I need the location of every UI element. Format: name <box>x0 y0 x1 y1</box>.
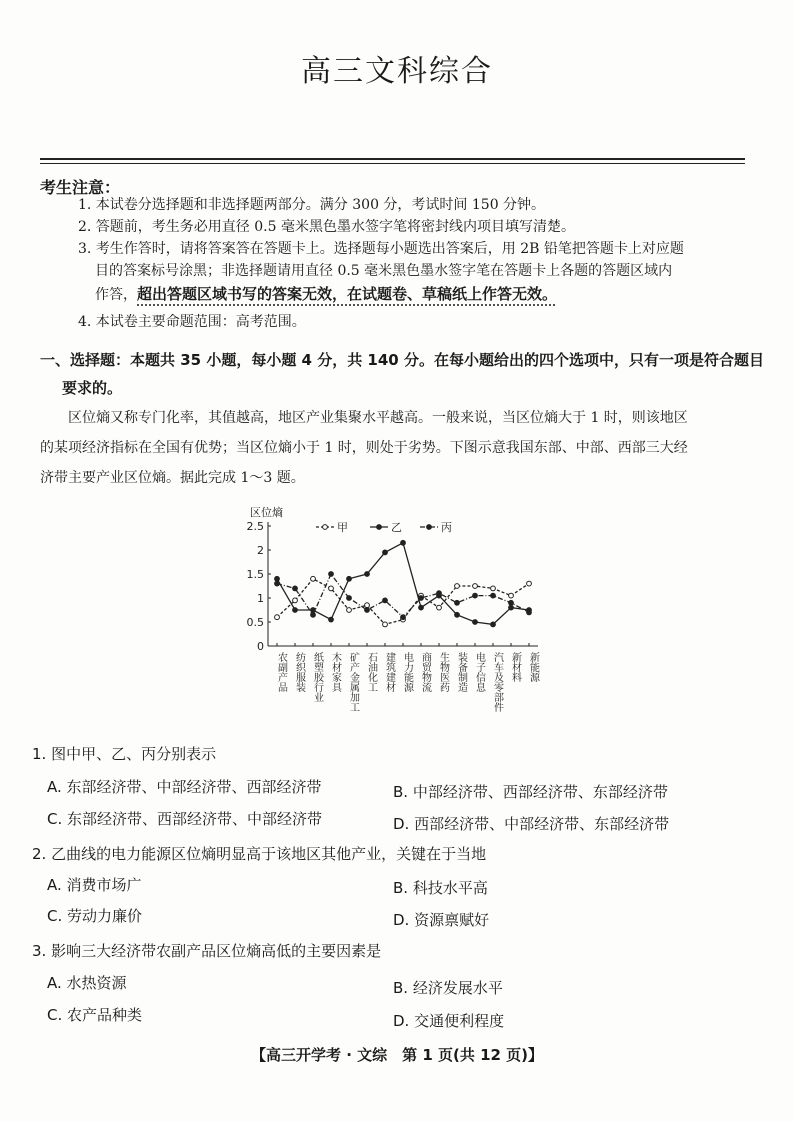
x-tick-label: 木材家具 <box>329 652 341 692</box>
y-tick-label: 0.5 <box>246 616 264 629</box>
legend-marker <box>323 525 328 530</box>
legend-marker <box>427 525 432 530</box>
divider <box>40 158 745 160</box>
y-axis-label: 区位熵 <box>250 506 283 519</box>
data-point <box>455 600 460 605</box>
x-tick-label: 汽车及零部件 <box>491 652 503 712</box>
x-tick-label: 电力能源 <box>401 652 413 692</box>
data-point <box>509 593 514 598</box>
notice-item: 4. 本试卷主要命题范围：高考范围。 <box>78 314 306 330</box>
legend-label: 甲 <box>337 521 348 534</box>
x-tick-label: 电子信息 <box>473 652 485 692</box>
data-point <box>275 576 280 581</box>
passage-line: 济带主要产业区位熵。据此完成 1～3 题。 <box>40 470 305 486</box>
option: B. 经济发展水平 <box>393 979 503 997</box>
notice-item: 3. 考生作答时，请将答案答在答题卡上。选择题每小题选出答案后，用 2B 铅笔把答题卡上对应题 <box>78 241 684 257</box>
data-point <box>509 600 514 605</box>
data-point <box>293 608 298 613</box>
data-point <box>437 591 442 596</box>
data-point <box>329 586 334 591</box>
data-point <box>455 584 460 589</box>
notice-item: 1. 本试卷分选择题和非选择题两部分。满分 300 分，考试时间 150 分钟。 <box>78 197 546 213</box>
option: D. 西部经济带、中部经济带、东部经济带 <box>393 815 670 833</box>
data-point <box>527 610 532 615</box>
y-tick-label: 1 <box>257 592 264 605</box>
data-point <box>383 622 388 627</box>
legend-label: 乙 <box>391 521 402 534</box>
divider <box>40 163 745 164</box>
option: A. 消费市场广 <box>47 876 142 894</box>
data-point <box>383 598 388 603</box>
x-tick-label: 矿产金属加工 <box>347 652 359 712</box>
data-point <box>311 576 316 581</box>
passage-line: 的某项经济指标在全国有优势；当区位熵小于 1 时，则处于劣势。下图示意我国东部、中部、西部三大经 <box>40 440 688 456</box>
question-stem: 2. 乙曲线的电力能源区位熵明显高于该地区其他产业，关键在于当地 <box>32 845 487 863</box>
data-point <box>527 581 532 586</box>
page-footer: 【高三开学考 · 文综 第 1 页(共 12 页)】 <box>250 1046 544 1064</box>
data-point <box>491 622 496 627</box>
y-tick-label: 2 <box>257 544 264 557</box>
data-point <box>437 605 442 610</box>
option: D. 资源禀赋好 <box>393 911 490 929</box>
data-point <box>365 608 370 613</box>
data-point <box>473 584 478 589</box>
legend-marker <box>377 525 382 530</box>
option: C. 劳动力廉价 <box>47 907 143 925</box>
notice-heading: 考生注意： <box>40 178 121 197</box>
data-point <box>401 540 406 545</box>
section-heading: 要求的。 <box>62 379 123 397</box>
section-heading: 一、选择题：本题共 35 小题，每小题 4 分，共 140 分。在每小题给出的四个选项中，只有一项是符合题目 <box>40 351 764 369</box>
data-point <box>275 615 280 620</box>
data-point <box>455 612 460 617</box>
data-point <box>293 598 298 603</box>
data-point <box>491 586 496 591</box>
x-tick-label: 农副产品 <box>275 652 287 692</box>
x-tick-label: 新材料 <box>509 652 521 682</box>
page-title: 高三文科综合 <box>301 54 493 89</box>
data-point <box>509 605 514 610</box>
data-point <box>419 596 424 601</box>
line-chart <box>240 500 560 750</box>
notice-item: 目的答案标号涂黑；非选择题请用直径 0.5 毫米黑色墨水签字笔在答题卡上各题的答题区域内 <box>95 263 673 279</box>
data-point <box>329 572 334 577</box>
y-tick-label: 0 <box>257 640 264 653</box>
x-tick-label: 生物医药 <box>437 652 449 692</box>
data-point <box>347 608 352 613</box>
option: B. 科技水平高 <box>393 879 488 897</box>
data-point <box>275 581 280 586</box>
data-point <box>365 572 370 577</box>
data-point <box>329 617 334 622</box>
option: C. 东部经济带、西部经济带、中部经济带 <box>47 810 323 828</box>
question-stem: 3. 影响三大经济带农副产品区位熵高低的主要因素是 <box>32 942 382 960</box>
option: A. 水热资源 <box>47 974 127 992</box>
x-tick-label: 装备制造 <box>455 652 467 692</box>
data-point <box>419 605 424 610</box>
data-point <box>347 596 352 601</box>
x-tick-label: 新能源 <box>527 652 539 682</box>
option: B. 中部经济带、西部经济带、东部经济带 <box>393 783 668 801</box>
data-point <box>365 603 370 608</box>
data-point <box>491 593 496 598</box>
notice-item: 2. 答题前，考生务必用直径 0.5 毫米黑色墨水签字笔将密封线内项目填写清楚。 <box>78 219 575 235</box>
data-point <box>311 612 316 617</box>
notice-emphasis: 超出答题区域书写的答案无效，在试题卷、草稿纸上作答无效。 <box>137 285 558 303</box>
data-point <box>347 576 352 581</box>
data-point <box>293 586 298 591</box>
option: C. 农产品种类 <box>47 1006 143 1024</box>
notice-item <box>95 283 557 306</box>
option: D. 交通便利程度 <box>393 1012 505 1030</box>
option: A. 东部经济带、中部经济带、西部经济带 <box>47 778 322 796</box>
y-tick-label: 2.5 <box>246 520 264 533</box>
x-tick-label: 石油化工 <box>365 652 377 692</box>
passage-line: 区位熵又称专门化率，其值越高，地区产业集聚水平越高。一般来说，当区位熵大于 1 时，则该地区 <box>68 410 688 426</box>
x-tick-label: 纸塑胶行业 <box>311 652 323 702</box>
data-point <box>473 593 478 598</box>
x-tick-label: 建筑建材 <box>383 652 395 692</box>
x-tick-label: 纺织服装 <box>293 652 305 692</box>
question-stem: 1. 图中甲、乙、丙分别表示 <box>32 745 217 763</box>
notice-text: 作答， <box>95 287 137 303</box>
data-point <box>473 620 478 625</box>
legend-label: 丙 <box>441 521 452 534</box>
x-tick-label: 商贸物流 <box>419 652 431 692</box>
data-point <box>383 550 388 555</box>
data-point <box>401 615 406 620</box>
y-tick-label: 1.5 <box>246 568 264 581</box>
